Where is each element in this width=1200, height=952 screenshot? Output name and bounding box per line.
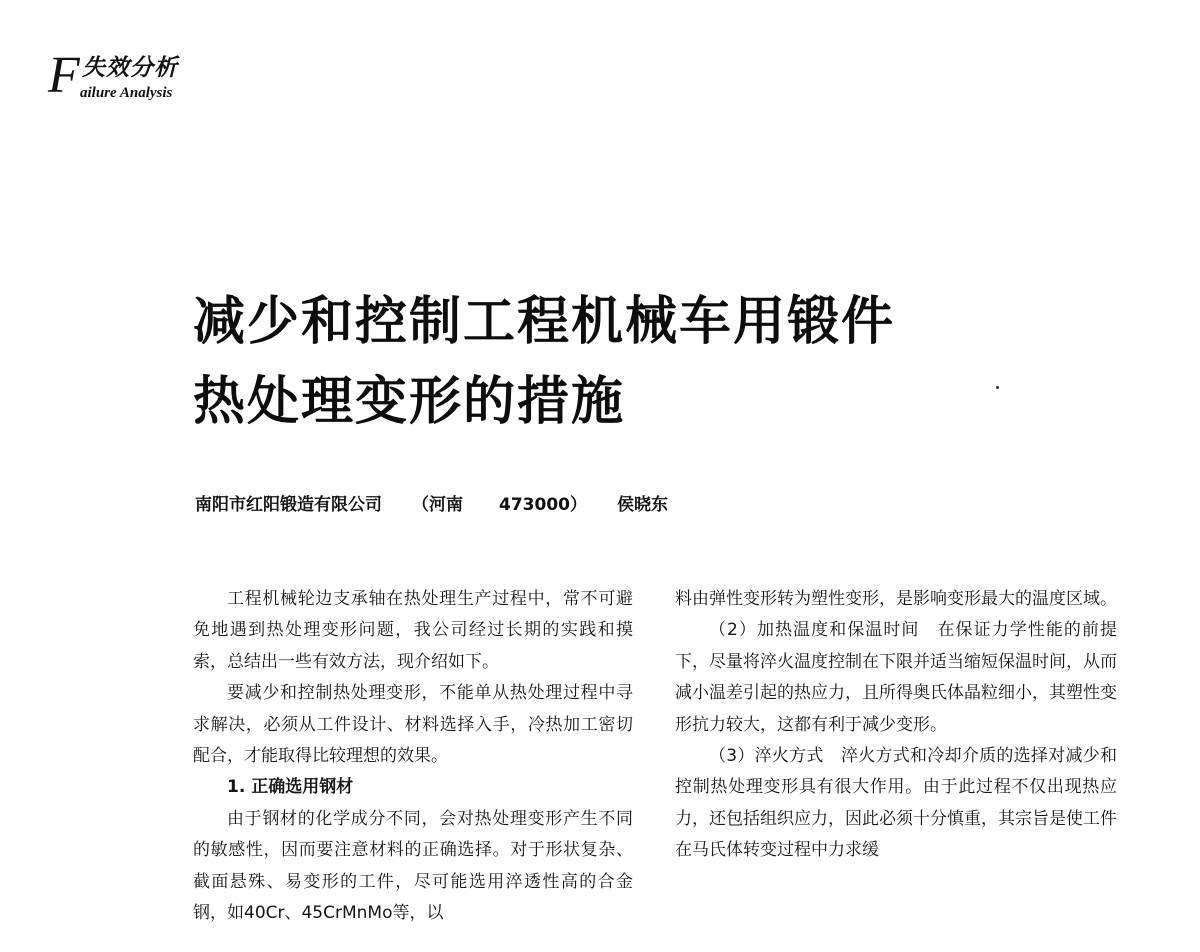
section-logo bbox=[48, 47, 248, 110]
province: （河南 bbox=[412, 495, 463, 515]
paragraph: 工程机械轮边支承轴在热处理生产过程中，常不可避免地遇到热处理变形问题，我公司经过长期的实践和摸索，总结出一些有效方法，现介绍如下。 bbox=[193, 589, 633, 672]
left-column bbox=[193, 584, 633, 929]
paragraph: 料由弹性变形转为塑性变形，是影响变形最大的温度区域。 bbox=[675, 589, 1117, 609]
scan-dot bbox=[996, 386, 999, 389]
right-column bbox=[675, 584, 1117, 867]
section-name-cn: 失效分析 bbox=[82, 55, 178, 81]
title-line-2: 热处理变形的措施 bbox=[193, 371, 626, 432]
section-heading: 1. 正确选用钢材 bbox=[227, 777, 354, 798]
postcode: 473000） bbox=[499, 495, 587, 515]
title-line-1: 减少和控制工程机械车用锻件 bbox=[193, 291, 896, 352]
paragraph: 要减少和控制热处理变形，不能单从热处理过程中寻求解决，必须从工件设计、材料选择入手，冷热加工密切配合，才能取得比较理想的效果。 bbox=[193, 683, 633, 767]
section-name-en: ailure Analysis bbox=[80, 85, 173, 101]
logo-letter-f: F bbox=[48, 47, 80, 104]
paragraph: 由于钢材的化学成分不同，会对热处理变形产生不同的敏感性，因而要注意材料的正确选择。对于形状复杂、截面悬殊、易变形的工件，尽可能选用淬透性高的合金钢，如40Cr、45CrMnMo等，以 bbox=[193, 808, 633, 924]
affiliation: 南阳市红阳锻造有限公司 bbox=[195, 495, 382, 515]
paragraph: （2）加热温度和保温时间 在保证力学性能的前提下，尽量将淬火温度控制在下限并适当缩短保温时间，从而减小温差引起的热应力，且所得奥氏体晶粒细小，其塑性变形抗力较大，这都有利于减少变形。 bbox=[675, 620, 1117, 735]
author: 侯晓东 bbox=[616, 495, 668, 515]
byline bbox=[195, 493, 668, 517]
article-title bbox=[193, 282, 1013, 442]
paragraph: （3）淬火方式 淬火方式和冷却介质的选择对减少和控制热处理变形具有很大作用。由于此过程不仅出现热应力，还包括组织应力，因此必须十分慎重，其宗旨是使工件在马氏体转变过程中力求缓 bbox=[675, 746, 1117, 861]
